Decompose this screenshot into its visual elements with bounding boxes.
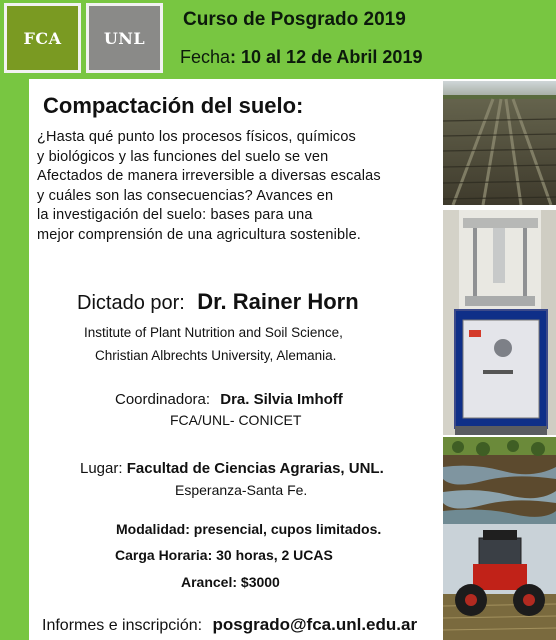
workload-line: Carga Horaria: 30 horas, 2 UCAS (115, 547, 333, 563)
intro-line: ¿Hasta qué punto los procesos físicos, químicos (37, 129, 356, 145)
intro-line: mejor comprensión de una agricultura sostenible. (37, 226, 361, 243)
main-title: Compactación del suelo: (43, 93, 304, 118)
fee-line: Arancel: $3000 (181, 574, 280, 590)
intro-paragraph (37, 128, 437, 245)
photo-flooded-furrows (443, 437, 556, 524)
contact-line (42, 615, 417, 635)
header-band (0, 0, 556, 79)
modality-line: Modalidad: presencial, cupos limitados. (116, 521, 382, 537)
photo-red-tractor (443, 524, 556, 640)
institution-line-1: Institute of Plant Nutrition and Soil Science, (84, 325, 343, 340)
photo-lab-equipment (443, 210, 556, 435)
coordinator-line (115, 391, 343, 408)
location-line (80, 460, 384, 477)
photo-tire-tracks-field (443, 81, 556, 205)
course-date (180, 47, 422, 68)
unl-logo: UNL (86, 3, 163, 73)
lugar-label: Lugar: (80, 460, 123, 477)
intro-line: y biológicos y las funciones del suelo se ven (37, 148, 329, 165)
intro-line: la investigación del suelo: bases para una (37, 207, 313, 223)
coordinator-institution: FCA/UNL- CONICET (170, 412, 302, 428)
informes-label: Informes e inscripción: (42, 617, 203, 634)
course-title: Curso de Posgrado 2019 (183, 9, 406, 30)
lugar-value: Facultad de Ciencias Agrarias, UNL. (126, 460, 384, 477)
instructor-line (77, 289, 359, 315)
location-city: Esperanza-Santa Fe. (175, 482, 308, 498)
intro-line: y cuáles son las consecuencias? Avances en (37, 187, 334, 204)
coordinadora-label: Coordinadora: (115, 391, 211, 408)
contact-email[interactable]: posgrado@fca.unl.edu.ar (212, 615, 418, 634)
instructor-name: Dr. Rainer Horn (197, 289, 359, 314)
fecha-label: Fecha (180, 47, 231, 67)
dictado-label: Dictado por: (77, 292, 185, 314)
institution-line-2: Christian Albrechts University, Alemania. (95, 348, 337, 363)
left-green-stripe (0, 79, 29, 640)
fecha-value: : 10 al 12 de Abril 2019 (230, 47, 423, 67)
coordinadora-name: Dra. Silvia Imhoff (220, 391, 343, 408)
fca-logo: FCA (4, 3, 81, 73)
intro-line: Afectados de manera irreversible a diversas escalas (37, 168, 381, 184)
